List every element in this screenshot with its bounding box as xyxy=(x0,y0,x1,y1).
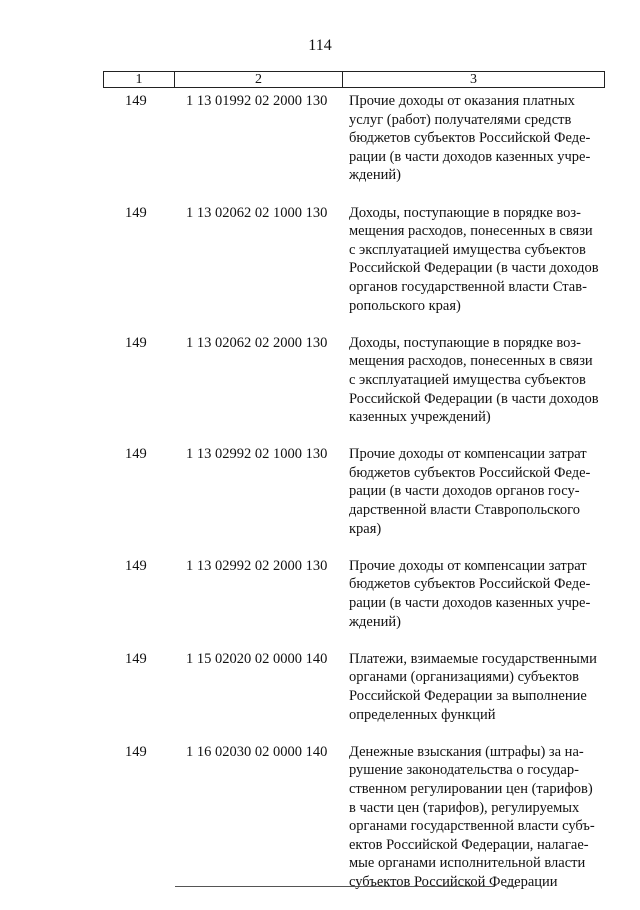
description-line: дарственной власти Ставропольского xyxy=(349,502,580,519)
description-line: Российской Федерации (в части доходов xyxy=(349,390,599,407)
revenue-description xyxy=(349,650,605,724)
description-line: с эксплуатацией имущества субъектов xyxy=(349,371,586,388)
description-line: бюджетов субъектов Российской Феде- xyxy=(349,130,591,147)
description-line: с эксплуатацией имущества субъектов xyxy=(349,241,586,258)
revenue-description xyxy=(349,92,605,185)
admin-code: 149 xyxy=(125,446,147,463)
admin-code: 149 xyxy=(125,334,147,351)
revenue-description xyxy=(349,743,605,892)
description-line: рушение законодательства о государ- xyxy=(349,762,579,779)
description-line: рации (в части доходов органов госу- xyxy=(349,483,580,500)
table-row xyxy=(0,204,640,316)
admin-code: 149 xyxy=(125,93,147,109)
description-line: услуг (работ) получателями средств xyxy=(349,111,572,128)
description-line: рации (в части доходов казенных учре- xyxy=(349,148,591,165)
footer-rule xyxy=(175,886,495,887)
table-row xyxy=(0,92,640,185)
revenue-code: 1 13 02992 02 2000 130 xyxy=(186,557,328,574)
description-line: Прочие доходы от оказания платных xyxy=(349,93,575,109)
description-line: Прочие доходы от компенсации затрат xyxy=(349,446,587,463)
description-line: Российской Федерации (в части доходов xyxy=(349,260,599,277)
description-line: органов государственной власти Став- xyxy=(349,278,587,295)
description-line: Прочие доходы от компенсации затрат xyxy=(349,557,587,574)
description-line: казенных учреждений) xyxy=(349,409,491,426)
header-col-2: 2 xyxy=(175,72,343,87)
table-body xyxy=(0,92,640,910)
table-row xyxy=(0,445,640,538)
header-col-1: 1 xyxy=(104,72,175,87)
revenue-description xyxy=(349,445,605,538)
revenue-code: 1 13 01992 02 2000 130 xyxy=(186,93,328,109)
description-line: Денежные взыскания (штрафы) за на- xyxy=(349,743,584,760)
revenue-description xyxy=(349,557,605,631)
description-line: мещения расходов, понесенных в связи xyxy=(349,353,593,370)
revenue-code: 1 13 02992 02 1000 130 xyxy=(186,446,328,463)
table-row xyxy=(0,650,640,724)
description-line: Доходы, поступающие в порядке воз- xyxy=(349,204,581,221)
admin-code: 149 xyxy=(125,557,147,574)
description-line: бюджетов субъектов Российской Феде- xyxy=(349,464,591,481)
description-line: ектов Российской Федерации, налагае- xyxy=(349,836,589,853)
description-line: мещения расходов, понесенных в связи xyxy=(349,223,593,240)
description-line: мые органами исполнительной власти xyxy=(349,855,586,872)
header-col-3: 3 xyxy=(470,72,477,87)
description-line: Доходы, поступающие в порядке воз- xyxy=(349,334,581,351)
table-row xyxy=(0,557,640,631)
description-line: ждений) xyxy=(349,167,401,184)
table-row xyxy=(0,334,640,427)
revenue-code: 1 13 02062 02 2000 130 xyxy=(186,334,328,351)
admin-code: 149 xyxy=(125,204,147,221)
admin-code: 149 xyxy=(125,743,147,760)
footer-rule-short xyxy=(505,886,517,887)
table-row xyxy=(0,743,640,892)
admin-code: 149 xyxy=(125,650,147,667)
revenue-description xyxy=(349,334,605,427)
description-line: края) xyxy=(349,520,382,537)
description-line: субъектов Российской Федерации xyxy=(349,873,558,890)
revenue-description xyxy=(349,204,605,316)
page-number: 114 xyxy=(308,37,332,54)
description-line: органами (организациями) субъектов xyxy=(349,669,579,686)
description-line: Платежи, взимаемые государственными xyxy=(349,650,597,667)
revenue-code: 1 15 02020 02 0000 140 xyxy=(186,650,328,667)
description-line: определенных функций xyxy=(349,706,496,723)
description-line: ственном регулировании цен (тарифов) xyxy=(349,780,593,797)
description-line: в части цен (тарифов), регулируемых xyxy=(349,799,580,816)
revenue-code: 1 13 02062 02 1000 130 xyxy=(186,204,328,221)
description-line: Российской Федерации за выполнение xyxy=(349,688,587,704)
description-line: органами государственной власти субъ- xyxy=(349,818,595,835)
table-header xyxy=(103,71,605,88)
revenue-code: 1 16 02030 02 0000 140 xyxy=(186,743,328,760)
description-line: ропольского края) xyxy=(349,297,461,314)
description-line: бюджетов субъектов Российской Феде- xyxy=(349,576,591,593)
description-line: ждений) xyxy=(349,613,401,630)
description-line: рации (в части доходов казенных учре- xyxy=(349,595,591,612)
